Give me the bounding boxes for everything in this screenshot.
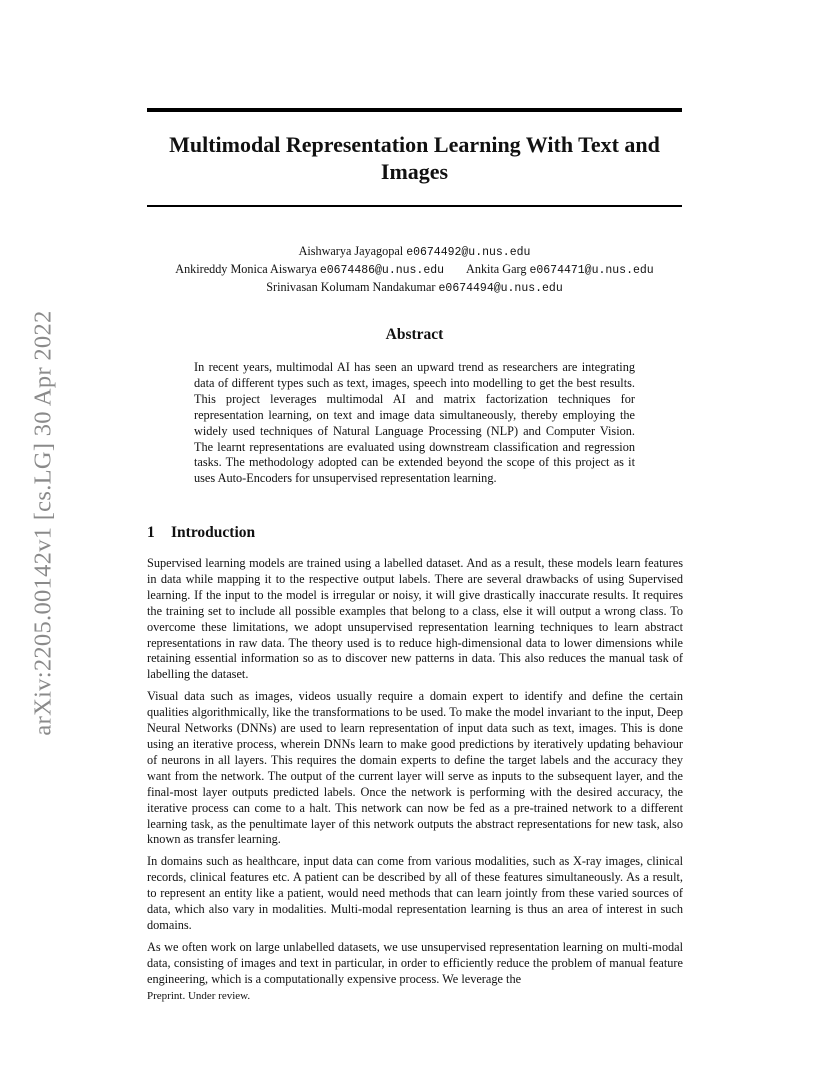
arxiv-stamp-text: arXiv:2205.00142v1 [cs.LG] 30 Apr 2022 [30, 309, 57, 736]
author-name: Aishwarya Jayagopal [298, 244, 404, 258]
author-line-2 [147, 261, 682, 279]
author-line-1 [147, 243, 682, 261]
author-email[interactable]: e0674492@u.nus.edu [406, 246, 531, 259]
author-name: Ankita Garg [466, 262, 527, 276]
author [466, 261, 654, 279]
author [175, 261, 444, 279]
paper-title: Multimodal Representation Learning With Text and Images [169, 132, 660, 184]
author-email[interactable]: e0674471@u.nus.edu [529, 264, 654, 277]
section-number: 1 [147, 524, 155, 541]
paragraph: Visual data such as images, videos usually require a domain expert to identify and define the certain qualities algorithmically, like the transformations to be used. To make the model invariant to the input, Deep Neural Networks (DNNs) are used to learn representation of input data such as text, images. This is done using an iterative process, wherein DNNs learn to make good predictions by iteratively updating behaviour of neurons in all layers. This requires the domain experts to define the target labels and the accuracy they want from the network. The output of the current layer will serve as inputs to the subsequent layer, and the final-most layer outputs predicted labels. Once the network is performing with the desired accuracy, the iterative process can come to a halt. This network can now be fed as a pre-trained network to a different learning task, as the penultimate layer of this network outputs the abstract representations for new task, also known as transfer learning. [147, 689, 683, 847]
paragraph: Supervised learning models are trained using a labelled dataset. And as a result, these models learn features in data while mapping it to the respective output labels. There are several drawbacks of using Supervised learning. If the input to the model is irregular or noisy, it will give drastically inaccurate results. It requires the training set to include all possible examples that belong to a class, else it will output a wrong class. To overcome these limitations, we adopt unsupervised representation learning techniques to learn abstract representations in raw data. The theory used is to reduce high-dimensional data to lower dimensions while retaining essential information so as to discover new patterns in data. This also reduces the manual task of labelling the dataset. [147, 556, 683, 682]
author-email[interactable]: e0674494@u.nus.edu [438, 282, 563, 295]
author-name: Srinivasan Kolumam Nandakumar [266, 280, 436, 294]
abstract-text: In recent years, multimodal AI has seen an upward trend as researchers are integrating data of different types such as text, images, speech into modelling to get the best results. This project leverages multimodal AI and matrix factorization techniques for representation learning, on text and image data simultaneously, thereby employing the widely used techniques of Natural Language Processing (NLP) and Computer Vision. The learnt representations are evaluated using downstream classification and regression tasks. The methodology adopted can be extended beyond the scope of this project as it uses Auto-Encoders for unsupervised representation learning. [194, 360, 635, 486]
title-top-rule [147, 108, 682, 112]
section-title: Introduction [171, 524, 256, 541]
author-email[interactable]: e0674486@u.nus.edu [319, 264, 445, 277]
author-line-3 [147, 279, 682, 297]
paragraph: As we often work on large unlabelled datasets, we use unsupervised representation learning on multi-modal data, consisting of images and text in particular, in order to efficiently reduce the problem of manual feature engineering, which is a computationally expensive process. We leverage the [147, 939, 683, 986]
paragraph: In domains such as healthcare, input data can come from various modalities, such as X-ray images, clinical records, clinical features etc. A patient can be described by all of these features simultaneously. As a result, to represent an entity like a patient, would need methods that can learn jointly from these varied sources of data, which also vary in modalities. Multi-modal representation learning is thus an area of interest in such domains. [147, 854, 683, 932]
section-body [147, 556, 683, 994]
title-bottom-rule [147, 205, 682, 207]
section-heading [147, 524, 255, 542]
author-block [147, 243, 682, 297]
arxiv-stamp [32, 289, 56, 756]
abstract-heading: Abstract [385, 326, 444, 343]
author-name: Ankireddy Monica Aiswarya [175, 262, 317, 276]
footer-note: Preprint. Under review. [147, 990, 251, 1002]
author [266, 279, 563, 297]
author [299, 243, 531, 261]
